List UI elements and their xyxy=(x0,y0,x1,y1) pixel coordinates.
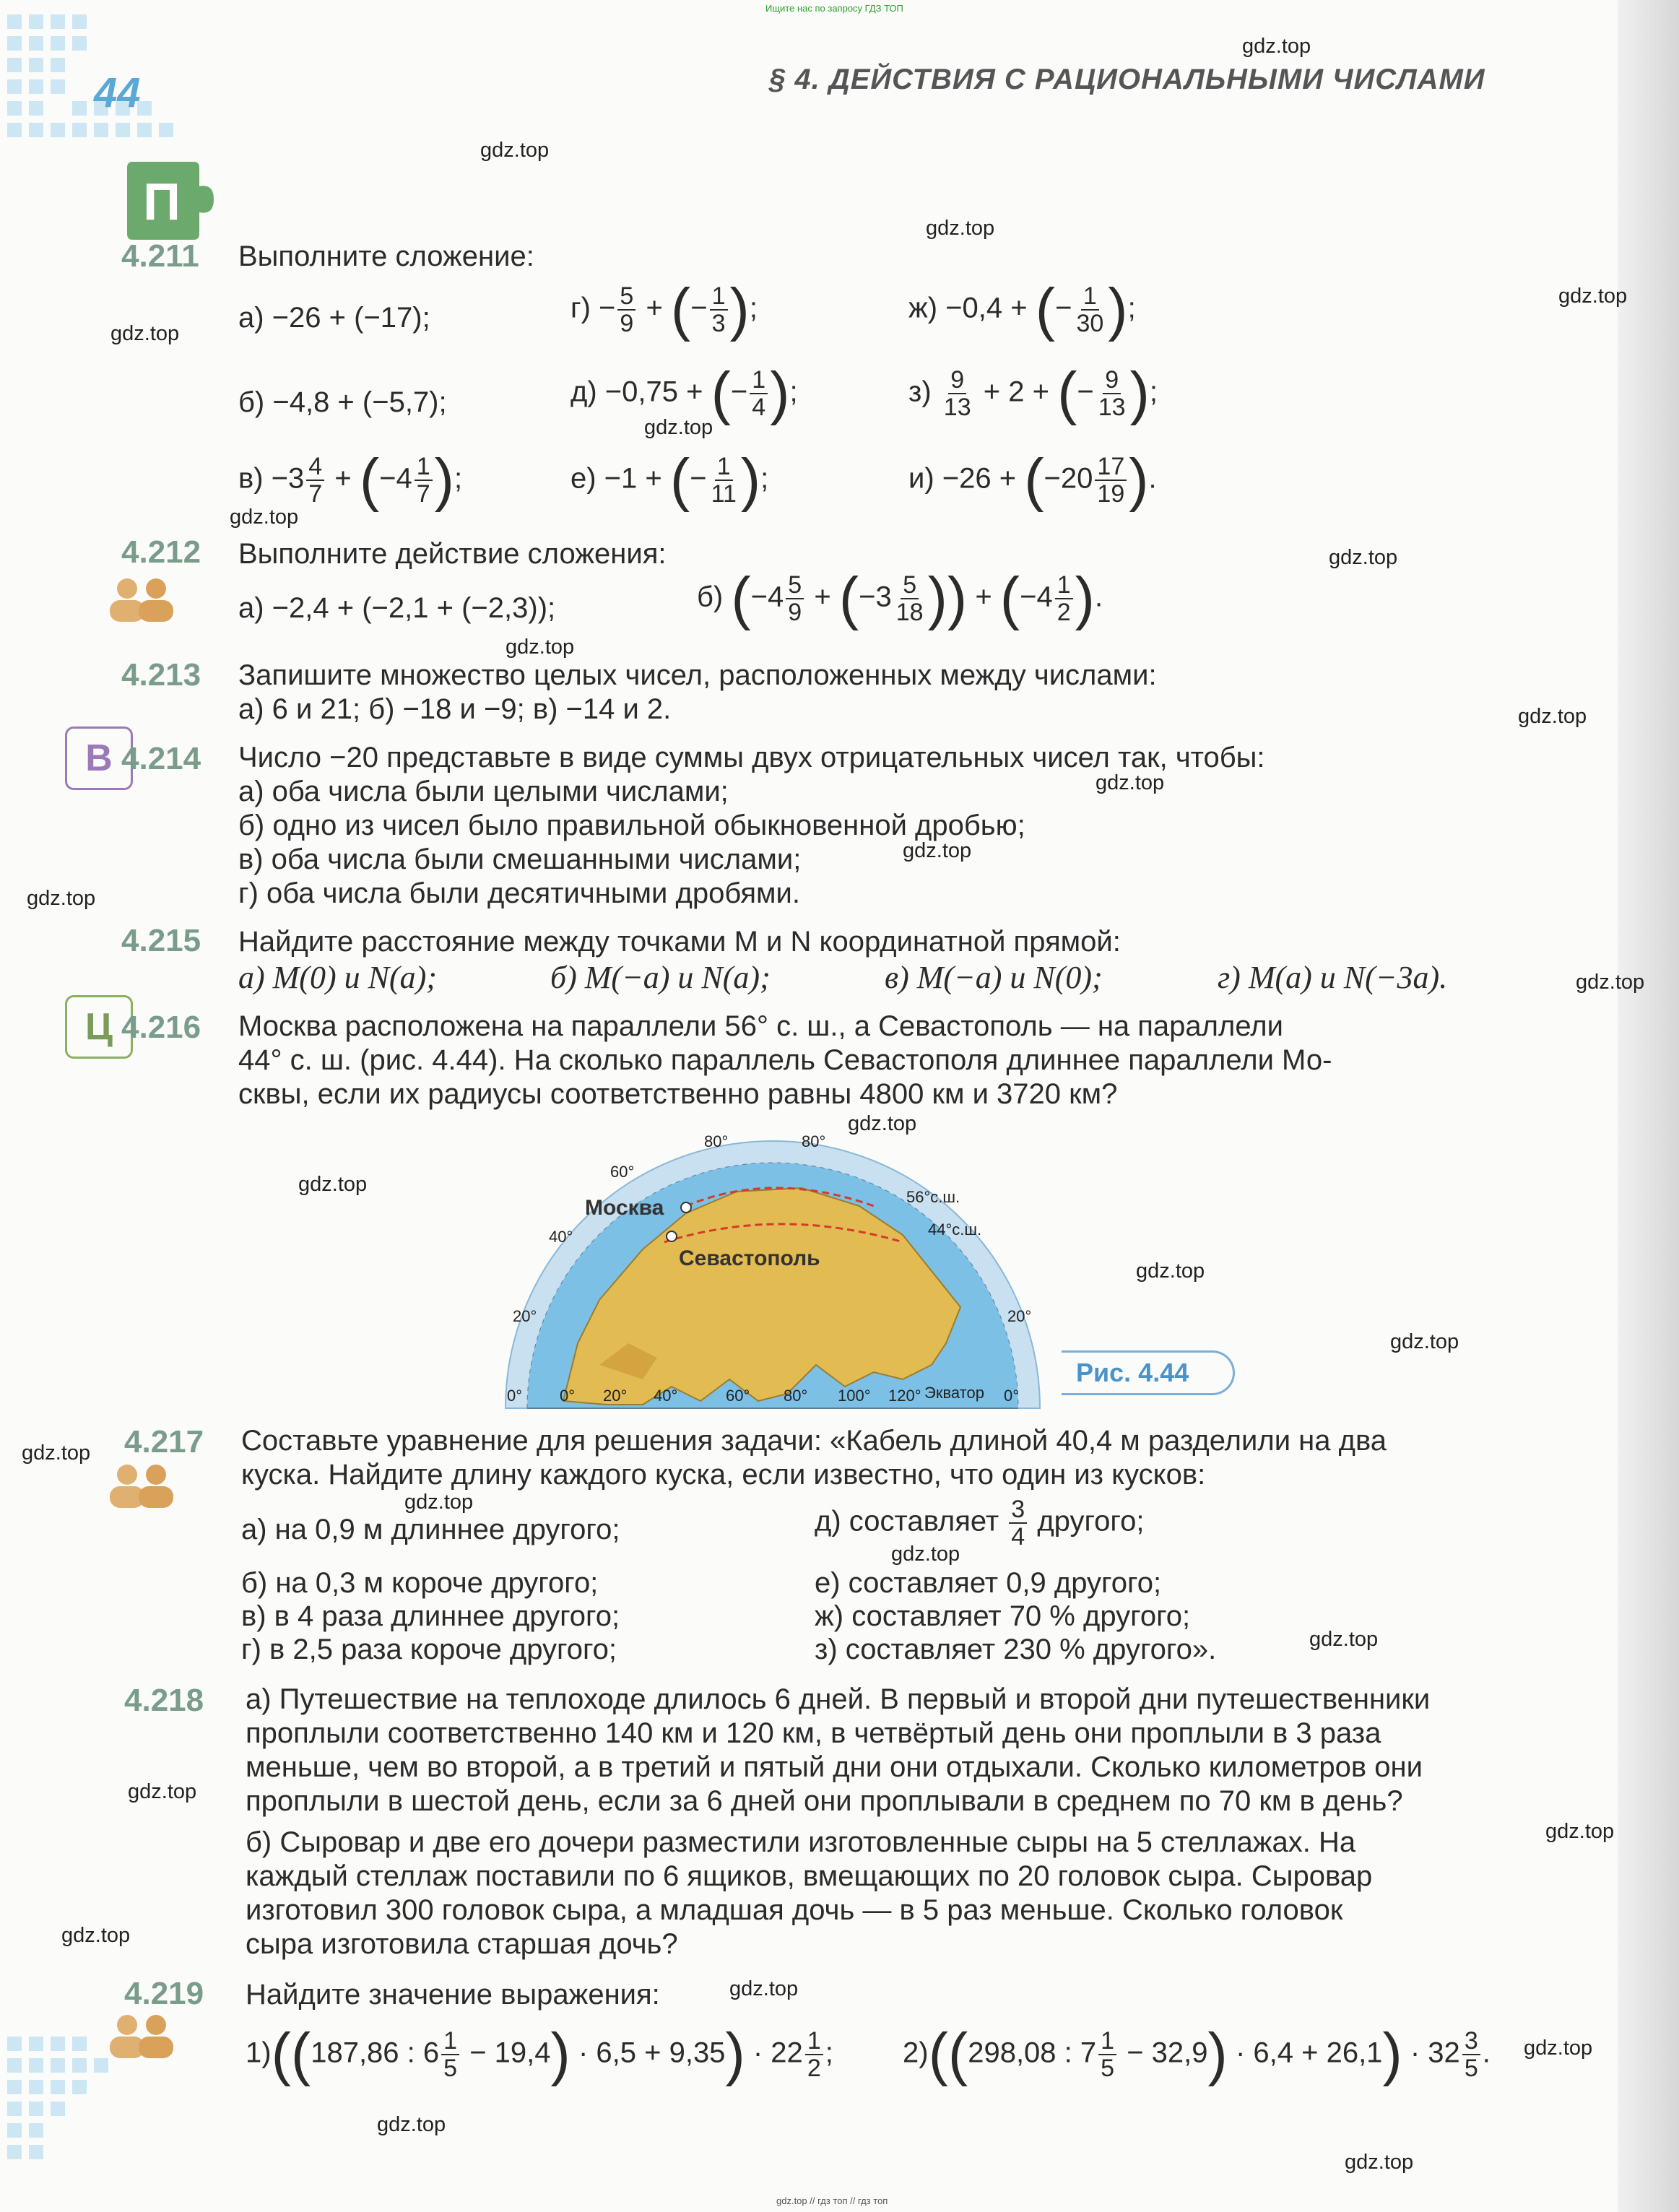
lat-label: 20° xyxy=(513,1307,537,1325)
watermark: gdz.top xyxy=(1242,35,1311,58)
lon-label: 40° xyxy=(654,1387,678,1405)
level-badge-c: Ц xyxy=(65,995,133,1059)
problem-title: Найдите значение выражения: xyxy=(246,1979,660,2011)
watermark: gdz.top xyxy=(1518,705,1587,728)
lat-label: 80° xyxy=(704,1132,729,1150)
item-z: з) $\frac{9}{13}$ + 2 + (− $\frac{9}{13}$ ); xyxy=(908,360,1158,426)
watermark: gdz.top xyxy=(1558,285,1628,308)
problem-number: 4.216 xyxy=(121,1010,201,1045)
problem-text: Число −20 представьте в виде суммы двух отрицательных чисел так, чтобы: а) оба числа были целыми числами; б) одно из чисел было правильной обыкновенной дробью; в) оба числа были смешанными числами; г) оба числа были десятичными дробями. xyxy=(238,742,1265,909)
watermark: gdz.top xyxy=(891,1543,960,1566)
lon-label: 120° xyxy=(888,1387,921,1405)
watermark: gdz.top xyxy=(848,1112,917,1135)
watermark: gdz.top xyxy=(230,506,299,529)
watermark: gdz.top xyxy=(1576,971,1645,994)
item-a: а) M(0) и N(a); xyxy=(238,960,437,995)
item-v: в) −3 $\frac{4}{7}$ + (−4 $\frac{1}{7}$ ); xyxy=(238,447,463,513)
item-zh: ж) составляет 70 % другого; xyxy=(815,1600,1191,1632)
watermark: gdz.top xyxy=(377,2113,446,2136)
problem-number: 4.219 xyxy=(124,1976,204,2011)
problem-number: 4.214 xyxy=(121,741,201,776)
lon-label: 60° xyxy=(726,1387,750,1405)
watermark: gdz.top xyxy=(22,1441,91,1465)
site-note: Ищите нас по запросу ГДЗ ТОП xyxy=(765,3,903,14)
item-e: е) −1 + (− $\frac{1}{11}$ ); xyxy=(570,447,769,513)
watermark: gdz.top xyxy=(903,839,972,862)
problem-text-a: а) Путешествие на теплоходе длилось 6 дней. В первый и второй дни путешественники проплыли соответственно 140 км и 120 км, в четвёртый день они проплыли в 3 раза меньше, чем во второй, а в третий и пятый дни они отдыхали. Сколько километров они проплыли в шестой день, если за 6 дней они проплывали в среднем по 70 км в день? xyxy=(246,1683,1431,1817)
item-e: е) составляет 0,9 другого; xyxy=(815,1567,1162,1599)
latitude-44-label: 44°с.ш. xyxy=(928,1220,982,1239)
item-i: и) −26 + (−20 $\frac{17}{19}$ ). xyxy=(908,447,1157,513)
lon-label: 0° xyxy=(507,1387,523,1405)
expression-1: 1)((187,86 : 6 $\frac{1}{5}$ − 19,4) · 6,5 + 9,35) · 22 $\frac{1}{2}$ ; xyxy=(246,2021,833,2087)
problem-title: Найдите расстояние между точками M и N координатной прямой: xyxy=(238,926,1121,958)
lon-label: 20° xyxy=(603,1387,628,1405)
puzzle-piece-icon xyxy=(121,159,215,244)
figure-caption: Рис. 4.44 xyxy=(1062,1350,1235,1395)
equator-label: Экватор xyxy=(924,1384,984,1402)
watermark: gdz.top xyxy=(1545,1820,1615,1843)
problem-number: 4.211 xyxy=(121,238,199,274)
watermark: gdz.top xyxy=(506,636,575,659)
watermark: gdz.top xyxy=(1345,2151,1414,2174)
watermark: gdz.top xyxy=(480,139,550,162)
lat-label: 40° xyxy=(549,1228,573,1246)
item-v: в) M(−a) и N(0); xyxy=(885,960,1103,995)
item-a: а) −26 + (−17); xyxy=(238,302,430,334)
pair-work-icon xyxy=(101,2011,181,2061)
problem-number: 4.218 xyxy=(124,1683,204,1718)
watermark: gdz.top xyxy=(1309,1628,1379,1651)
problem-title: Выполните сложение: xyxy=(238,240,534,272)
watermark: gdz.top xyxy=(1329,546,1398,569)
watermark: gdz.top xyxy=(1096,771,1165,794)
lon-label: 100° xyxy=(838,1387,871,1405)
problem-number: 4.217 xyxy=(124,1424,204,1460)
item-b: б) (−4 $\frac{5}{9}$ + (−3 $\frac{5}{18}$ )) + (−4 $\frac{1}{2}$ ). xyxy=(697,565,1103,631)
city-moscow: Москва xyxy=(585,1196,664,1220)
hemisphere-map xyxy=(498,1127,1047,1415)
watermark: gdz.top xyxy=(644,416,713,439)
item-g: г) − $\frac{5}{9}$ + (− $\frac{1}{3}$ ); xyxy=(570,277,758,342)
watermark: gdz.top xyxy=(1136,1259,1205,1283)
lat-label: 20° xyxy=(1007,1307,1032,1325)
problem-title: Выполните действие сложения: xyxy=(238,538,667,570)
watermark: gdz.top xyxy=(110,322,180,345)
watermark: gdz.top xyxy=(61,1924,131,1947)
lon-label: 80° xyxy=(784,1387,808,1405)
watermark: gdz.top xyxy=(404,1491,474,1514)
watermark: gdz.top xyxy=(926,217,995,240)
section-header: § 4. ДЕЙСТВИЯ С РАЦИОНАЛЬНЫМИ ЧИСЛАМИ xyxy=(769,64,1485,95)
item-b: б) −4,8 + (−5,7); xyxy=(238,386,447,418)
pair-work-icon xyxy=(101,574,181,625)
item-z: з) составляет 230 % другого». xyxy=(815,1634,1217,1665)
problem-text: Запишите множество целых чисел, расположенных между числами: а) 6 и 21; б) −18 и −9; в) −14 и 2. xyxy=(238,659,1157,725)
page-edge-shadow xyxy=(1618,0,1679,2212)
item-a: а) −2,4 + (−2,1 + (−2,3)); xyxy=(238,592,556,624)
badge-letter: П xyxy=(143,173,181,231)
item-b: б) на 0,3 м короче другого; xyxy=(241,1567,599,1599)
lon-label: 0° xyxy=(1004,1387,1020,1405)
problem-text-b: б) Сыровар и две его дочери разместили изготовленные сыры на 5 стеллажах. На каждый стеллаж поставили по 6 ящиков, вмещающих по 20 головок сыра. Сыровар изготовил 300 головок сыра, а младшая дочь — в 5 раз меньше. Сколько головок сыра изготовила старшая дочь? xyxy=(246,1826,1373,1960)
problem-number: 4.215 xyxy=(121,923,201,958)
city-sevastopol: Севастополь xyxy=(679,1246,820,1270)
item-a: а) на 0,9 м длиннее другого; xyxy=(241,1514,620,1545)
latitude-56-label: 56°с.ш. xyxy=(906,1188,960,1206)
item-d: д) −0,75 + (− $\frac{1}{4}$ ); xyxy=(570,360,798,426)
watermark: gdz.top xyxy=(298,1173,368,1196)
watermark: gdz.top xyxy=(27,887,96,910)
item-g: г) M(a) и N(−3a). xyxy=(1218,960,1448,995)
item-zh: ж) −0,4 + (− $\frac{1}{30}$ ); xyxy=(908,277,1136,342)
footer-note: gdz.top // гдз топ // гдз топ xyxy=(776,2195,888,2206)
expression-2: 2)((298,08 : 7 $\frac{1}{5}$ − 32,9) · 6,4 + 26,1) · 32 $\frac{3}{5}$ . xyxy=(903,2021,1491,2087)
problem-number: 4.212 xyxy=(121,534,201,570)
lat-label: 80° xyxy=(802,1132,826,1150)
problem-text: Составьте уравнение для решения задачи: «Кабель длиной 40,4 м разделили на два куска. Найдите длину каждого куска, если известно, что один из кусков: xyxy=(241,1425,1387,1491)
item-d: д) составляет $\frac{3}{4}$ другого; xyxy=(815,1496,1145,1550)
watermark: gdz.top xyxy=(128,1780,197,1803)
problem-text: Москва расположена на параллели 56° с. ш., а Севастополь — на параллели 44° с. ш. (рис. 4.44). На сколько параллель Севастополя длиннее параллели Мо- сквы, если их радиусы соответственно равны 4800 км и 3720 км? xyxy=(238,1010,1332,1110)
watermark: gdz.top xyxy=(729,1977,799,2000)
watermark: gdz.top xyxy=(1390,1330,1459,1353)
watermark: gdz.top xyxy=(1524,2037,1593,2060)
lat-label: 60° xyxy=(610,1163,635,1181)
page-number: 44 xyxy=(94,69,141,116)
item-g: г) в 2,5 раза короче другого; xyxy=(241,1634,617,1665)
item-v: в) в 4 раза длиннее другого; xyxy=(241,1600,620,1632)
problem-number: 4.213 xyxy=(121,657,201,693)
item-b: б) M(−a) и N(a); xyxy=(550,960,771,995)
pair-work-icon xyxy=(101,1460,181,1511)
level-badge-v: В xyxy=(65,727,133,790)
lon-label: 0° xyxy=(560,1387,576,1405)
